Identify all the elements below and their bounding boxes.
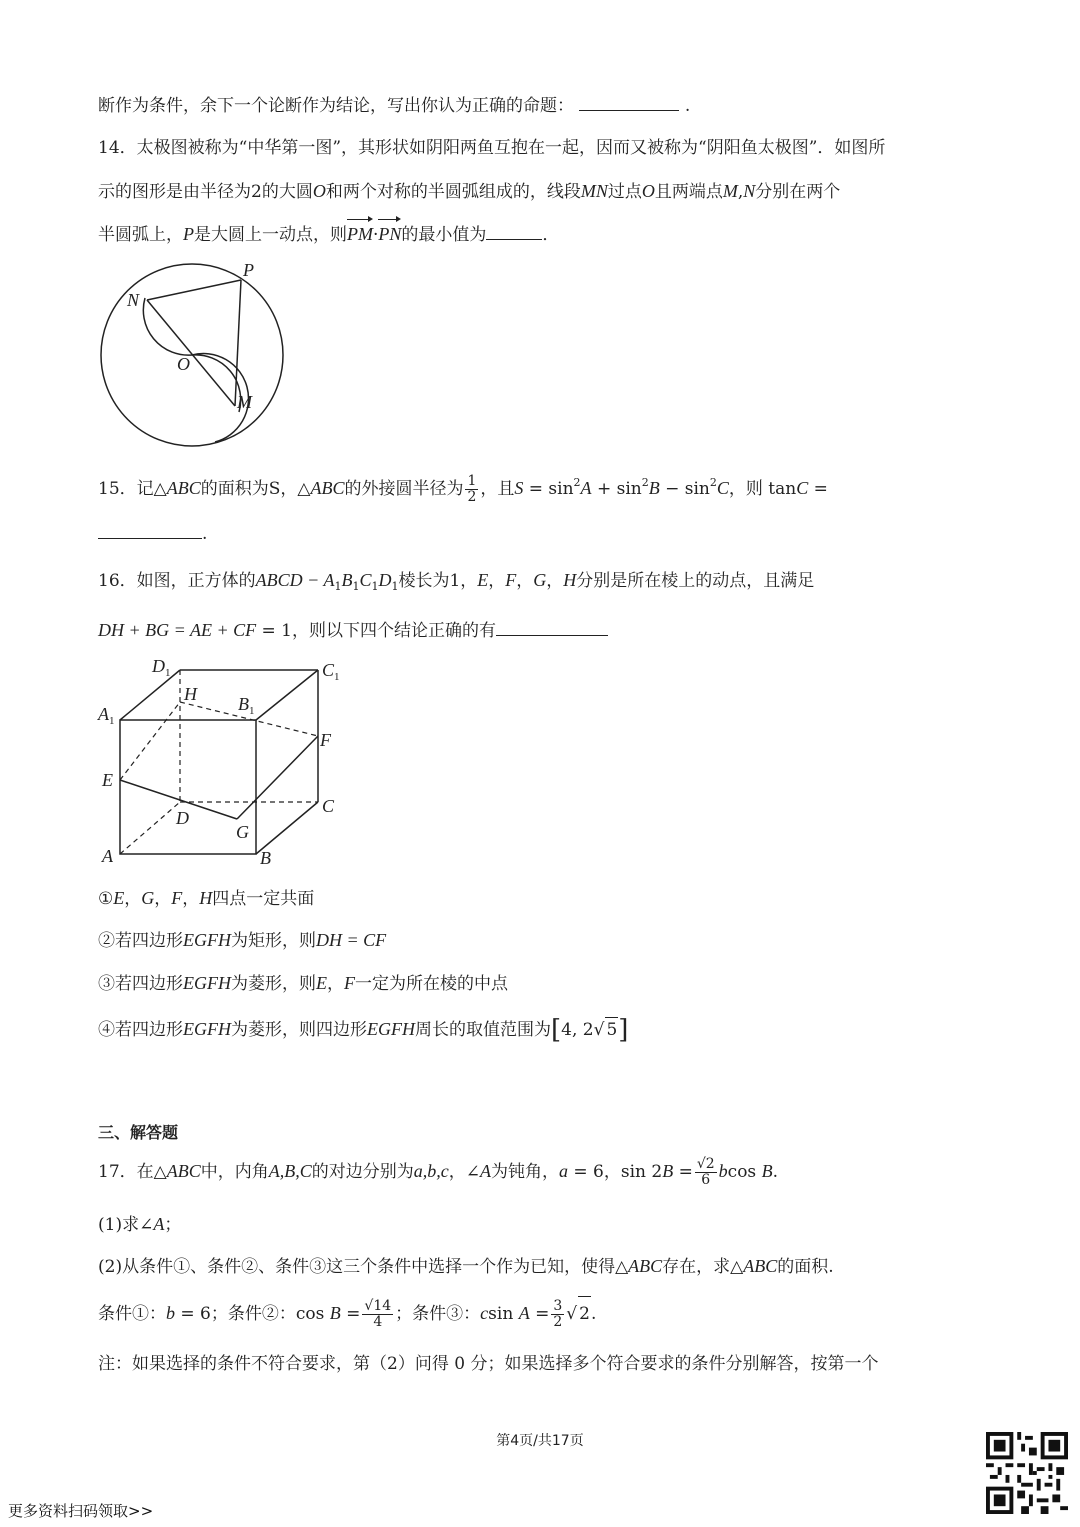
q16-option-3 bbox=[98, 971, 508, 996]
label-B: B bbox=[260, 848, 271, 868]
text: = 6 bbox=[175, 1304, 211, 1324]
var-EGFH: EGFH bbox=[367, 1019, 415, 1039]
segment-EH bbox=[120, 702, 180, 780]
var-A: A bbox=[153, 1214, 165, 1234]
circled-number: ② bbox=[98, 931, 115, 951]
period: . bbox=[772, 1162, 778, 1182]
numerator: 1 bbox=[467, 473, 477, 489]
edge-A1D1 bbox=[120, 670, 180, 720]
text: 若四边形 bbox=[115, 1020, 183, 1040]
var-C: C bbox=[796, 478, 809, 498]
var-a: a bbox=[558, 1161, 568, 1181]
var-C: C bbox=[716, 478, 729, 498]
text: − sin bbox=[659, 479, 710, 499]
radicand: 5 bbox=[605, 1017, 618, 1042]
subscript: 1 bbox=[371, 580, 379, 593]
comma: ， bbox=[124, 889, 142, 909]
q14-text-1: 14．太极图被称为“中华第一图”，其形状如阴阳两鱼互抱在一起，因而又被称为“阴阳鱼太极图”．如图所 bbox=[98, 138, 886, 158]
subscript: 1 bbox=[352, 580, 360, 593]
taiji-figure bbox=[95, 258, 295, 448]
var-B: B bbox=[341, 570, 353, 590]
label-C1: $C_1$ bbox=[322, 660, 340, 683]
cube-name: ABCD − A bbox=[255, 570, 335, 590]
text: 周长的取值范围为 bbox=[415, 1020, 551, 1040]
var-ABC: ABC bbox=[310, 478, 345, 498]
comma: ， bbox=[327, 974, 344, 994]
q14-line3 bbox=[98, 222, 559, 247]
answer-blank bbox=[579, 94, 679, 111]
edge-B1C1 bbox=[256, 670, 318, 720]
var-EGFH: EGFH bbox=[183, 973, 231, 993]
text: 过点 bbox=[607, 182, 642, 202]
page-number: 第4页/共17页 bbox=[496, 1433, 584, 1449]
right-bracket: ] bbox=[618, 1015, 629, 1045]
fraction-one-half bbox=[465, 474, 478, 505]
left-bracket: [ bbox=[551, 1015, 562, 1045]
q13-tail-line bbox=[98, 94, 690, 118]
denominator: 6 bbox=[701, 1172, 711, 1188]
fraction-3-over-2 bbox=[551, 1299, 564, 1330]
var-D: D bbox=[378, 570, 392, 590]
var-M: M bbox=[722, 181, 738, 201]
text: 一定为所在棱的中点 bbox=[355, 974, 508, 994]
label-E: E bbox=[102, 770, 113, 790]
sqrt-icon: √ bbox=[566, 1304, 578, 1324]
text: 存在，求△ bbox=[662, 1257, 744, 1277]
answer-blank bbox=[496, 619, 608, 636]
text: 中，内角 bbox=[200, 1162, 269, 1182]
cube-figure bbox=[92, 652, 352, 874]
text: 17．在△ bbox=[98, 1162, 167, 1182]
range-start: 4, 2 bbox=[561, 1020, 594, 1040]
var-sides: a,b,c bbox=[413, 1161, 449, 1181]
q16-line1 bbox=[98, 568, 814, 599]
q17-part1 bbox=[98, 1212, 181, 1237]
text: 若四边形 bbox=[115, 931, 183, 951]
var-ABC: ABC bbox=[166, 1161, 201, 1181]
var-H: H bbox=[199, 888, 213, 908]
var-E: E bbox=[113, 888, 125, 908]
text: 棱长为1， bbox=[398, 571, 478, 591]
text: 的最小值为 bbox=[401, 225, 487, 245]
label-N: N bbox=[127, 290, 140, 310]
text: 为钝角， bbox=[490, 1162, 559, 1182]
text: = bbox=[673, 1162, 693, 1182]
circled-number: ③ bbox=[98, 974, 115, 994]
vector-PM: PM bbox=[347, 224, 373, 244]
comma: ， bbox=[516, 571, 534, 591]
text: (1)求∠ bbox=[98, 1215, 154, 1235]
var-angles: A,B,C bbox=[268, 1161, 312, 1181]
answer-blank bbox=[486, 223, 542, 240]
equation: DH = CF bbox=[316, 930, 387, 950]
label-A: A bbox=[102, 846, 113, 866]
comma: ， bbox=[182, 889, 200, 909]
numerator: √14 bbox=[364, 1298, 392, 1314]
q14-line1 bbox=[98, 136, 885, 160]
text: (2)从条件①、条件②、条件③这三个条件中选择一个作为已知，使得△ bbox=[98, 1257, 629, 1277]
var-A: A bbox=[479, 1161, 491, 1181]
radicand: 2 bbox=[578, 1296, 591, 1331]
hidden-edge-AD bbox=[120, 802, 180, 854]
var-F: F bbox=[344, 973, 355, 993]
var-A: A bbox=[518, 1303, 530, 1323]
var-B: B bbox=[662, 1161, 674, 1181]
text: 和两个对称的半圆弧组成的，线段 bbox=[325, 182, 581, 202]
text: ；条件③： bbox=[395, 1304, 481, 1324]
q15-line2 bbox=[98, 522, 207, 546]
text: 16．如图，正方体的 bbox=[98, 571, 256, 591]
qr-code-icon[interactable] bbox=[986, 1432, 1068, 1514]
var-F: F bbox=[505, 570, 517, 590]
exponent: 2 bbox=[641, 476, 649, 489]
circled-number: ④ bbox=[98, 1020, 115, 1040]
var-ABC: ABC bbox=[628, 1256, 663, 1276]
q17-conditions bbox=[98, 1296, 596, 1331]
label-G: G bbox=[236, 822, 249, 842]
sqrt-icon: √ bbox=[593, 1020, 605, 1040]
var-P: P bbox=[183, 224, 194, 244]
text: ，∠ bbox=[448, 1162, 480, 1182]
text: ，且 bbox=[480, 479, 515, 499]
fraction-sqrt14-over-4 bbox=[362, 1299, 393, 1330]
text: = sin bbox=[523, 479, 574, 499]
text: 为菱形，则四边形 bbox=[231, 1020, 367, 1040]
text: cos bbox=[727, 1162, 757, 1182]
text: = bbox=[808, 479, 828, 499]
text: = bbox=[340, 1304, 361, 1324]
label-A1: $A_1$ bbox=[98, 704, 115, 727]
label-B1: $B_1$ bbox=[238, 694, 255, 717]
answer-blank bbox=[98, 522, 202, 539]
text: 的大圆 bbox=[261, 182, 313, 202]
var-E: E bbox=[477, 570, 489, 590]
label-H: H bbox=[184, 684, 197, 704]
label-M: M bbox=[237, 392, 252, 412]
text: = 6 bbox=[567, 1162, 604, 1182]
text: 条件①： bbox=[98, 1304, 166, 1324]
text: 四点一定共面 bbox=[212, 889, 315, 909]
exponent: 2 bbox=[709, 476, 717, 489]
var-b: b bbox=[166, 1303, 175, 1323]
label-C: C bbox=[322, 796, 335, 816]
var-c: c bbox=[480, 1303, 489, 1323]
var-b: b bbox=[718, 1161, 728, 1181]
text: 半圆弧上， bbox=[98, 225, 183, 245]
var-B: B bbox=[648, 478, 660, 498]
var-O: O bbox=[312, 181, 326, 201]
edge-BC bbox=[256, 802, 318, 854]
text: ，则以下四个结论正确的有 bbox=[291, 621, 496, 641]
label-O: O bbox=[177, 354, 190, 374]
period: . bbox=[684, 96, 691, 116]
text: 是大圆上一动点，则 bbox=[194, 225, 347, 245]
comma: ， bbox=[546, 571, 564, 591]
subscript: 1 bbox=[334, 580, 342, 593]
segment-GF bbox=[237, 736, 318, 819]
var-MN: MN bbox=[580, 181, 608, 201]
q14-line2 bbox=[98, 179, 840, 204]
numerator: √2 bbox=[696, 1156, 715, 1172]
var-O: O bbox=[641, 181, 655, 201]
comma: ， bbox=[154, 889, 172, 909]
text: 示的图形是由半径为 bbox=[98, 182, 251, 202]
var-F: F bbox=[171, 888, 183, 908]
q16-option-1 bbox=[98, 886, 314, 911]
text: + sin bbox=[591, 479, 642, 499]
q15-line1 bbox=[98, 468, 828, 505]
var-G: G bbox=[141, 888, 155, 908]
var-EGFH: EGFH bbox=[183, 930, 231, 950]
text: = bbox=[529, 1304, 550, 1324]
exponent: 2 bbox=[573, 476, 581, 489]
q16-option-2 bbox=[98, 928, 386, 953]
dot-operator: · bbox=[373, 225, 379, 245]
var-B: B bbox=[329, 1303, 341, 1323]
text: 的面积. bbox=[777, 1257, 834, 1277]
period: ． bbox=[542, 225, 560, 245]
var-EGFH: EGFH bbox=[183, 1019, 231, 1039]
q16-option-4 bbox=[98, 1015, 629, 1045]
segment-NP bbox=[147, 280, 241, 300]
var-G: G bbox=[533, 570, 547, 590]
text: 分别在两个 bbox=[755, 182, 841, 202]
var-ABC: ABC bbox=[166, 478, 201, 498]
number: 2 bbox=[251, 182, 262, 202]
period: . bbox=[590, 1304, 597, 1324]
var-A: A bbox=[580, 478, 592, 498]
label-D: D bbox=[176, 808, 189, 828]
period: . bbox=[202, 524, 208, 544]
var-S: S bbox=[514, 478, 524, 498]
segment-NM bbox=[147, 300, 235, 406]
var-H: H bbox=[563, 570, 577, 590]
subscript: 1 bbox=[391, 580, 399, 593]
circled-number: ① bbox=[98, 889, 114, 909]
q17-note bbox=[98, 1352, 878, 1376]
text: 的外接圆半径为 bbox=[344, 479, 464, 499]
equation: DH + BG = AE + CF bbox=[98, 620, 257, 640]
section-heading: 三、解答题 bbox=[98, 1123, 179, 1142]
q17-line1 bbox=[98, 1156, 778, 1188]
note-text: 注：如果选择的条件不符合要求，第（2）问得 0 分；如果选择多个符合要求的条件分别解答，按第一个 bbox=[98, 1354, 879, 1374]
var-N: N bbox=[743, 181, 756, 201]
text: ； bbox=[164, 1215, 182, 1235]
vector-PN: PN bbox=[378, 224, 402, 244]
text: ；条件②： bbox=[210, 1304, 296, 1324]
label-D1: $D_1$ bbox=[152, 656, 171, 679]
text: 若四边形 bbox=[115, 974, 183, 994]
text: 且两端点 bbox=[654, 182, 723, 202]
text: 的面积为S，△ bbox=[200, 479, 311, 499]
denominator: 2 bbox=[467, 489, 477, 505]
q16-line2 bbox=[98, 618, 608, 643]
text: ，则 tan bbox=[728, 479, 797, 499]
text: 为矩形，则 bbox=[231, 931, 316, 951]
q17-part2 bbox=[98, 1254, 834, 1279]
denominator: 2 bbox=[553, 1314, 563, 1330]
comma: ， bbox=[488, 571, 506, 591]
text: 15．记△ bbox=[98, 479, 167, 499]
q13-tail-text: 断作为条件，余下一个论断作为结论，写出你认为正确的命题： bbox=[98, 96, 574, 116]
text: 的对边分别为 bbox=[311, 1162, 414, 1182]
text: sin 2 bbox=[620, 1162, 663, 1182]
var-C: C bbox=[359, 570, 372, 590]
label-F: F bbox=[320, 730, 331, 750]
fraction-sqrt2-over-6 bbox=[695, 1157, 717, 1188]
var-E: E bbox=[316, 973, 327, 993]
segment-PM bbox=[235, 280, 241, 406]
numerator: 3 bbox=[553, 1298, 563, 1314]
text: sin bbox=[488, 1304, 514, 1324]
var-ABC: ABC bbox=[743, 1256, 778, 1276]
var-B: B bbox=[761, 1161, 773, 1181]
text: 为菱形，则 bbox=[231, 974, 316, 994]
text: = 1 bbox=[256, 621, 292, 641]
label-P: P bbox=[243, 260, 254, 280]
denominator: 4 bbox=[373, 1314, 383, 1330]
more-resources-link[interactable]: 更多资料扫码领取>> bbox=[8, 1502, 154, 1520]
text: ， bbox=[603, 1162, 621, 1182]
text: cos bbox=[295, 1304, 325, 1324]
text: 分别是所在棱上的动点，且满足 bbox=[576, 571, 815, 591]
comma: , bbox=[737, 182, 744, 202]
